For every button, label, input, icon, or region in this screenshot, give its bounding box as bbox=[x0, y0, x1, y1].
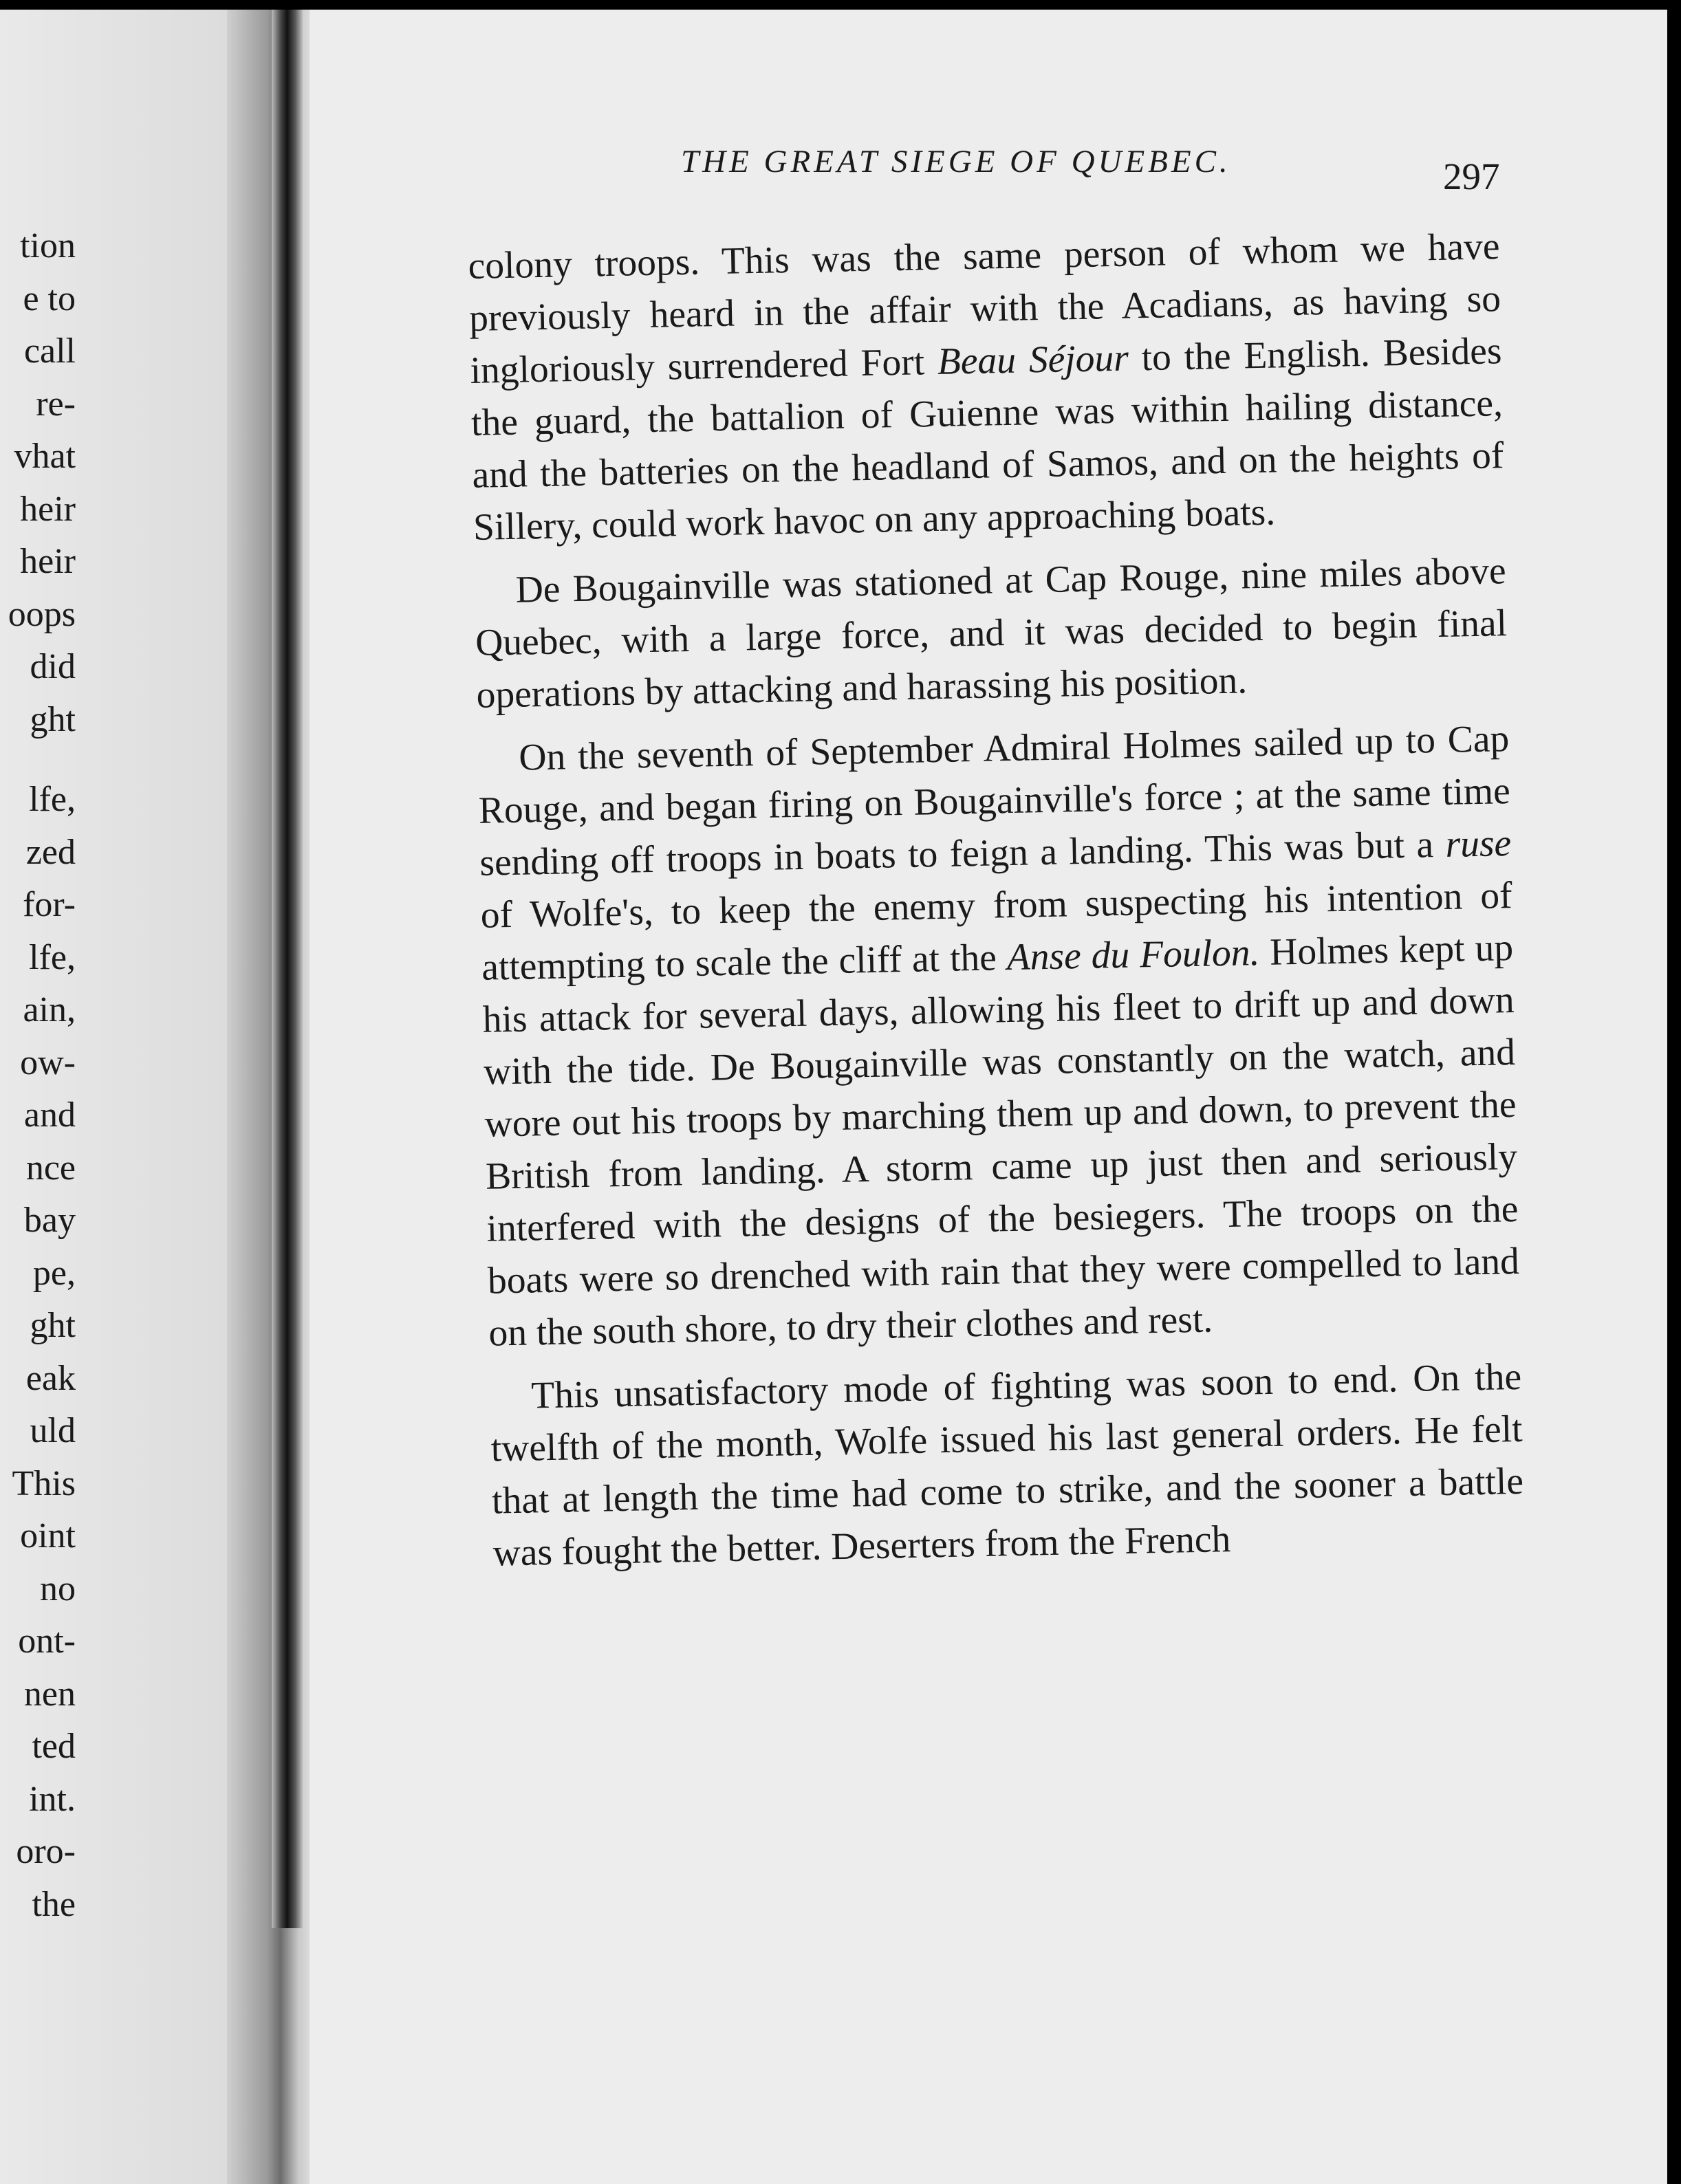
left-fragment: oro- bbox=[16, 1832, 76, 1871]
left-fragment: nce bbox=[25, 1148, 76, 1188]
left-fragment: call bbox=[23, 331, 76, 371]
paragraph-1-text-a: colony troops. This was the same person of whom we have previously heard in the affair with the Acadians, as having so ingloriously surrendered Fort bbox=[468, 226, 1501, 392]
left-fragment: lfe, bbox=[29, 937, 76, 977]
left-fragment: e to bbox=[23, 279, 76, 318]
running-header: THE GREAT SIEGE OF QUEBEC. bbox=[681, 144, 1231, 179]
left-fragment: heir bbox=[20, 542, 76, 581]
left-fragment: the bbox=[32, 1884, 76, 1924]
left-fragment: re- bbox=[36, 384, 76, 424]
paragraph-3-text-c: Holmes kept up his attack for several days, allowing his fleet to drift up and down with the tide. De Bougainville was constantly on the watch, and wore out his troops by marching them up and down, to prevent the British from landing. A storm came up just then and seriously interfered with the designs of the besiegers. The troops on the boats were so drenched with rain that they were compelled to land on the south shore, to dry their clothes and rest. bbox=[482, 927, 1520, 1355]
left-fragment: no bbox=[40, 1569, 76, 1608]
book-spine bbox=[272, 10, 303, 1928]
left-fragment: nen bbox=[23, 1674, 76, 1714]
paragraph-2: De Bougainville was stationed at Cap Rouge, nine miles above Quebec, with a large force, and it was decided to begin final operations by attacking and harassing his position. bbox=[475, 550, 1508, 717]
paragraph-3 bbox=[477, 713, 1521, 1360]
paragraph-3-text-a: On the seventh of September Admiral Holmes sailed up to Cap Rouge, and began firing on Bougainville's force ; at the same time sending off troops in boats to feign a landing. This was but a bbox=[478, 718, 1511, 884]
left-paragraph-gap bbox=[0, 746, 76, 774]
page-number: 297 bbox=[1443, 155, 1500, 197]
left-fragment: uld bbox=[30, 1411, 76, 1450]
scan-top-border bbox=[0, 0, 1681, 10]
paragraph-1-text-b: to the English. Besides the guard, the battalion of Guienne was within hailing distance, and the batteries on the headland of Samos, and on the heights of Sillery, could work havoc on any approaching boats. bbox=[470, 330, 1504, 549]
left-page-text-fragments bbox=[0, 220, 76, 1931]
left-fragment: pe, bbox=[32, 1253, 76, 1293]
left-fragment: ain, bbox=[23, 990, 76, 1029]
ruse-italic: ruse bbox=[1444, 822, 1512, 866]
paragraph-1 bbox=[468, 221, 1505, 554]
place-name-italic: Beau Séjour bbox=[937, 337, 1129, 383]
body-text bbox=[468, 221, 1525, 1591]
paragraph-4: This unsatisfactory mode of fighting was soon to end. On the twelfth of the month, Wolfe issued his last general orders. He felt that at length the time had come to strike, and the sooner a battle was fought the better. Deserters from the French bbox=[490, 1355, 1524, 1575]
left-fragment: bay bbox=[23, 1201, 76, 1240]
left-fragment: lfe, bbox=[29, 780, 76, 819]
left-fragment: ow- bbox=[20, 1042, 76, 1082]
left-fragment: ght bbox=[30, 1306, 76, 1345]
left-fragment: This bbox=[12, 1463, 76, 1503]
anse-du-foulon-italic: Anse du Foulon. bbox=[1006, 932, 1260, 979]
left-fragment: eak bbox=[25, 1358, 76, 1398]
scan-right-border bbox=[1667, 0, 1681, 2184]
left-fragment: heir bbox=[20, 489, 76, 529]
left-fragment: zed bbox=[25, 832, 76, 872]
left-fragment: ont- bbox=[18, 1621, 76, 1661]
left-fragment: oint bbox=[20, 1516, 76, 1555]
left-fragment: ght bbox=[30, 699, 76, 739]
left-fragment: oops bbox=[8, 594, 76, 634]
left-fragment: and bbox=[23, 1095, 76, 1135]
paragraph-3-text-b: of Wolfe's, to keep the enemy from suspecting his intention of attempting to scale the cliff at the bbox=[480, 875, 1513, 989]
left-fragment: int. bbox=[29, 1779, 76, 1819]
left-fragment: vhat bbox=[14, 437, 76, 476]
left-fragment: did bbox=[30, 647, 76, 686]
left-fragment: tion bbox=[20, 226, 76, 265]
left-fragment: for- bbox=[23, 885, 76, 924]
left-fragment: ted bbox=[32, 1727, 76, 1766]
